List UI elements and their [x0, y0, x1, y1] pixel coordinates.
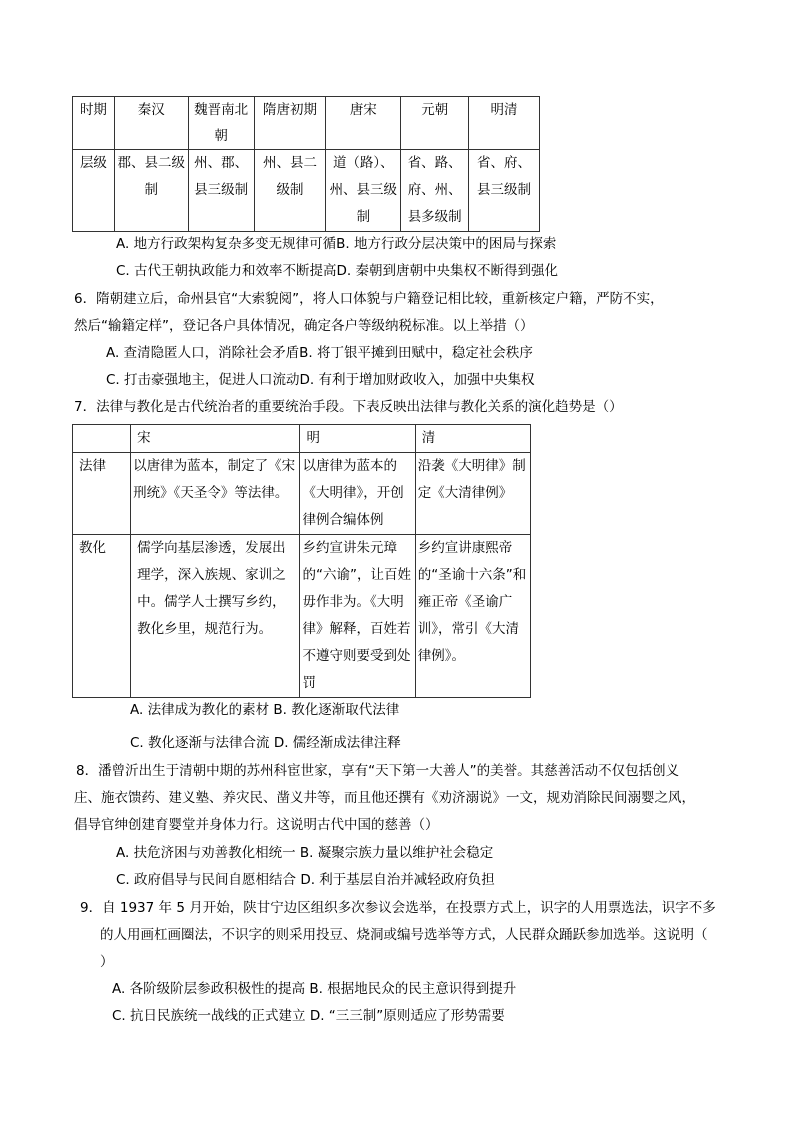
law-education-table — [72, 424, 531, 698]
q9-stem-line-2: 的人用画杠画圈法，不识字的则采用投豆、烧洞或编号选举等方式，人民群众踊跃参加选举。这说明（ — [100, 927, 708, 943]
table-header: 宋 — [131, 425, 300, 453]
q5-option-a: A. 地方行政架构复杂多变无规律可循 — [116, 236, 337, 252]
q8-stem-line-2: 庄、施衣馈药、建义塾、养灾民、凿义井等，而且他还撰有《劝济溺说》一文，规劝消除民间溺婴之风， — [74, 790, 695, 806]
table-header — [73, 425, 131, 453]
q5-option-b: B. 地方行政分层决策中的困局与探索 — [336, 236, 557, 252]
table-row — [73, 453, 531, 535]
table-row — [73, 97, 540, 150]
q5-option-line-1 — [116, 235, 556, 253]
table-header: 秦汉 — [114, 97, 188, 150]
table-cell: 乡约宣讲朱元璋的“六谕”，让百姓毋作非为。《大明律》解释，百姓若不遵守则要受到处罚 — [300, 535, 415, 698]
table-row — [73, 425, 531, 453]
q8-option-b: B. 凝聚宗族力量以维护社会稳定 — [299, 845, 494, 861]
q8-option-line-1 — [116, 844, 493, 862]
q8-option-a: A. 扶危济困与劝善教化相统一 — [116, 845, 296, 861]
q7-option-c: C. 教化逐渐与法律合流 — [130, 735, 270, 751]
table-cell: 以唐律为蓝本的《大明律》，开创律例合编体例 — [300, 453, 415, 535]
table-header: 明 — [300, 425, 415, 453]
q9-option-b: B. 根据地民众的民主意识得到提升 — [309, 981, 517, 997]
table-cell: 省、路、府、州、县多级制 — [401, 150, 469, 232]
table-row-label: 层级 — [73, 150, 115, 232]
table-cell: 沿袭《大明律》制定《大清律例》 — [415, 453, 530, 535]
q8-option-c: C. 政府倡导与民间自愿相结合 — [116, 872, 297, 888]
q9-stem-line-1: 9．自 1937 年 5 月开始，陕甘宁边区组织多次参议会选举，在投票方式上，识字的人用票选法，识字不多 — [80, 900, 716, 916]
table-header: 魏晋南北朝 — [188, 97, 254, 150]
table-header: 时期 — [73, 97, 115, 150]
q6-stem-line-2: 然后“输籍定样”，登记各户具体情况，确定各户等级纳税标准。以上举措（） — [74, 318, 534, 334]
q8-option-line-2 — [116, 871, 495, 889]
q7-option-d: D. 儒经渐成法律注释 — [273, 735, 401, 751]
q9-option-a: A. 各阶级阶层参政积极性的提高 — [112, 981, 306, 997]
q6-stem-line-1: 6．隋朝建立后，命州县官“大索貌阅”，将人口体貌与户籍登记相比较，重新核定户籍，严防不实， — [74, 291, 664, 307]
q7-option-line-2 — [130, 734, 401, 752]
table-header: 清 — [415, 425, 530, 453]
table-cell: 儒学向基层渗透，发展出理学，深入族规、家训之中。儒学人士撰写乡约，教化乡里，规范行为。 — [131, 535, 300, 698]
table-cell: 州、郡、县三级制 — [188, 150, 254, 232]
table-header: 明清 — [469, 97, 540, 150]
table-cell: 以唐律为蓝本，制定了《宋刑统》《天圣令》等法律。 — [131, 453, 300, 535]
q5-option-d: D. 秦朝到唐朝中央集权不断得到强化 — [336, 263, 558, 279]
table-cell: 郡、县二级制 — [114, 150, 188, 232]
table-cell: 道（路）、州、县三级制 — [326, 150, 401, 232]
q9-option-line-2 — [112, 1007, 505, 1025]
table-cell: 州、县二级制 — [254, 150, 326, 232]
q6-option-b: B. 将丁银平摊到田赋中，稳定社会秩序 — [299, 345, 533, 361]
table-row — [73, 535, 531, 698]
table-header: 唐宋 — [326, 97, 401, 150]
q8-option-d: D. 利于基层自治并减轻政府负担 — [300, 872, 495, 888]
q5-option-c: C. 古代王朝执政能力和效率不断提高 — [116, 263, 337, 279]
table-header: 隋唐初期 — [254, 97, 326, 150]
q7-option-line-1 — [130, 701, 399, 719]
q7-option-b: B. 教化逐渐取代法律 — [273, 702, 400, 718]
q9-option-line-1 — [112, 980, 516, 998]
table-cell: 乡约宣讲康熙帝的“圣谕十六条”和雍正帝《圣谕广训》，常引《大清律例》。 — [415, 535, 530, 698]
q6-option-line-1 — [106, 344, 533, 362]
q8-stem-line-3: 倡导官绅创建育婴堂并身体力行。这说明古代中国的慈善（） — [74, 817, 439, 833]
q9-option-d: D. “三三制”原则适应了形势需要 — [309, 1008, 505, 1024]
table-row-label: 法律 — [73, 453, 131, 535]
table-cell: 省、府、县三级制 — [469, 150, 540, 232]
q5-option-line-2 — [116, 262, 558, 280]
q9-option-c: C. 抗日民族统一战线的正式建立 — [112, 1008, 306, 1024]
q7-stem: 7．法律与教化是古代统治者的重要统治手段。下表反映出法律与教化关系的演化趋势是（） — [74, 399, 623, 415]
table-row-label: 教化 — [73, 535, 131, 698]
q6-option-line-2 — [106, 371, 535, 389]
table-row — [73, 150, 540, 232]
q7-option-a: A. 法律成为教化的素材 — [130, 702, 270, 718]
q8-stem-line-1: 8．潘曾沂出生于清朝中期的苏州科宦世家，享有“天下第一大善人”的美誉。其慈善活动不仅包括创义 — [76, 763, 680, 779]
q6-option-c: C. 打击豪强地主，促进人口流动 — [106, 372, 300, 388]
table-header: 元朝 — [401, 97, 469, 150]
admin-levels-table — [72, 96, 540, 232]
q6-option-d: D. 有利于增加财政收入，加强中央集权 — [299, 372, 535, 388]
q6-option-a: A. 查清隐匿人口，消除社会矛盾 — [106, 345, 300, 361]
q9-stem-line-3: ） — [100, 954, 114, 970]
